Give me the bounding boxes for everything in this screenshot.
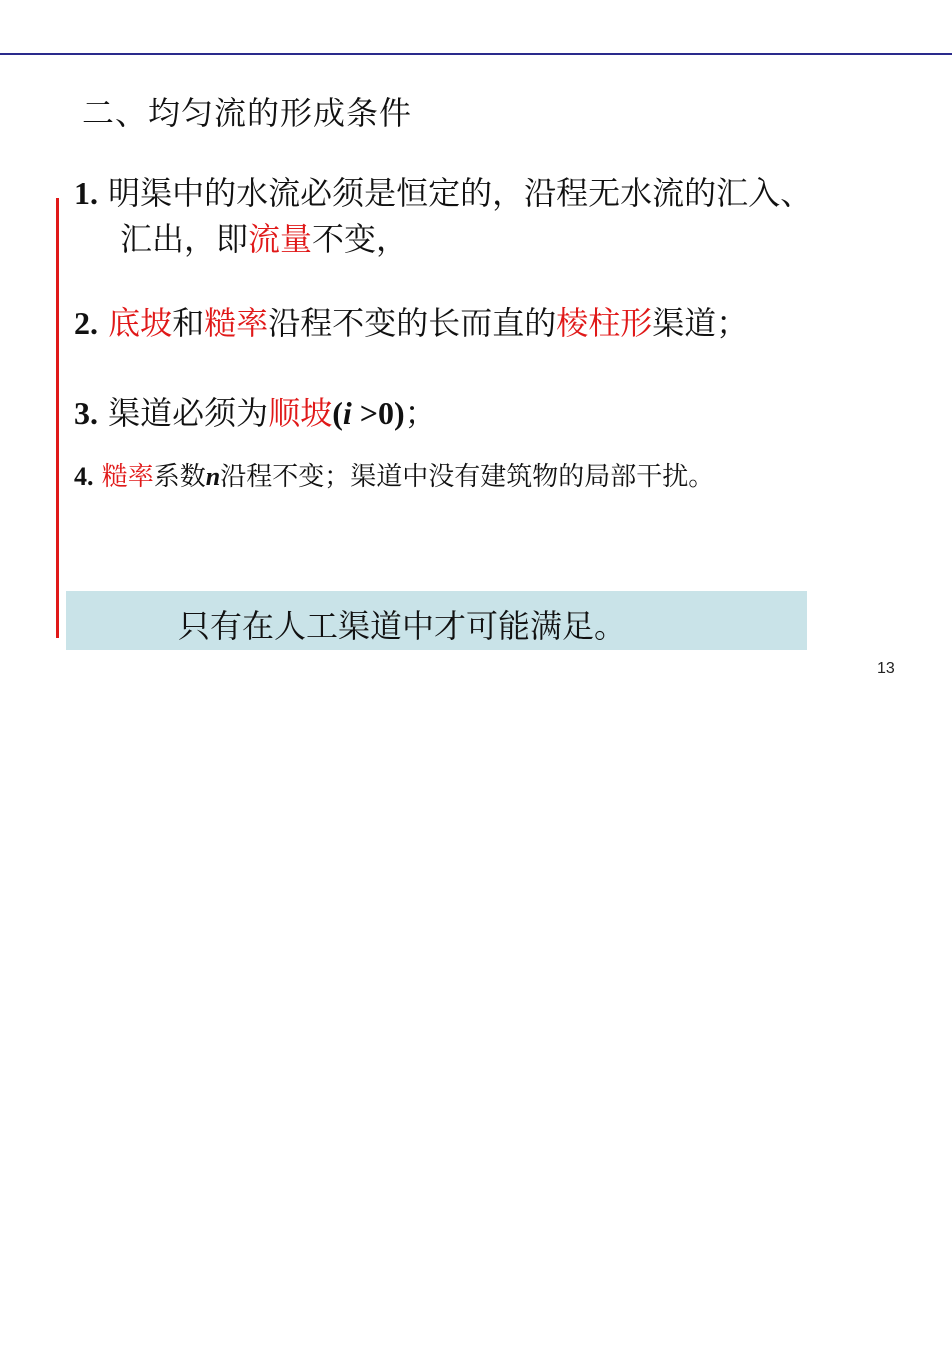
item-text: 和 bbox=[172, 304, 205, 342]
item-text: 沿程不变的长而直的 bbox=[268, 304, 557, 342]
item-text-line2 bbox=[74, 216, 812, 262]
item-number: 3. bbox=[74, 395, 98, 431]
section-heading: 二、均匀流的形成条件 bbox=[82, 94, 413, 132]
item-text: 沿程不变；渠道中没有建筑物的局部干扰。 bbox=[220, 462, 715, 492]
item-text: 不变， bbox=[312, 220, 409, 258]
condition-item-1 bbox=[74, 170, 812, 262]
item-text: 渠道必须为 bbox=[108, 394, 269, 432]
item-text: ； bbox=[404, 394, 437, 432]
formula-paren: ( bbox=[332, 395, 343, 431]
item-text: 明渠中的水流必须是恒定的，沿程无水流的汇入、 bbox=[108, 174, 813, 212]
slope-symbol: i bbox=[342, 395, 352, 431]
top-rule bbox=[0, 53, 952, 55]
item-text: 汇出，即 bbox=[120, 220, 249, 258]
conclusion-text: 只有在人工渠道中才可能满足。 bbox=[178, 607, 627, 645]
highlight-term: 棱柱形 bbox=[556, 304, 653, 342]
formula-condition: >0) bbox=[351, 395, 405, 431]
left-accent-bar bbox=[56, 198, 59, 638]
roughness-symbol: n bbox=[205, 462, 221, 491]
condition-item-2 bbox=[74, 298, 748, 344]
item-text: 渠道； bbox=[652, 304, 749, 342]
highlight-term: 顺坡 bbox=[268, 394, 333, 432]
page-number: 13 bbox=[877, 660, 895, 677]
item-number: 2. bbox=[74, 305, 98, 341]
item-number: 1. bbox=[74, 175, 98, 211]
item-number: 4. bbox=[74, 462, 94, 491]
conclusion-box bbox=[66, 591, 807, 650]
highlight-term: 底坡 bbox=[108, 304, 173, 342]
condition-item-4 bbox=[74, 456, 714, 493]
condition-item-3 bbox=[74, 388, 437, 434]
highlight-term: 糙率 bbox=[101, 462, 154, 492]
highlight-term: 糙率 bbox=[204, 304, 269, 342]
highlight-term: 流量 bbox=[248, 220, 313, 258]
item-text: 系数 bbox=[153, 462, 206, 492]
